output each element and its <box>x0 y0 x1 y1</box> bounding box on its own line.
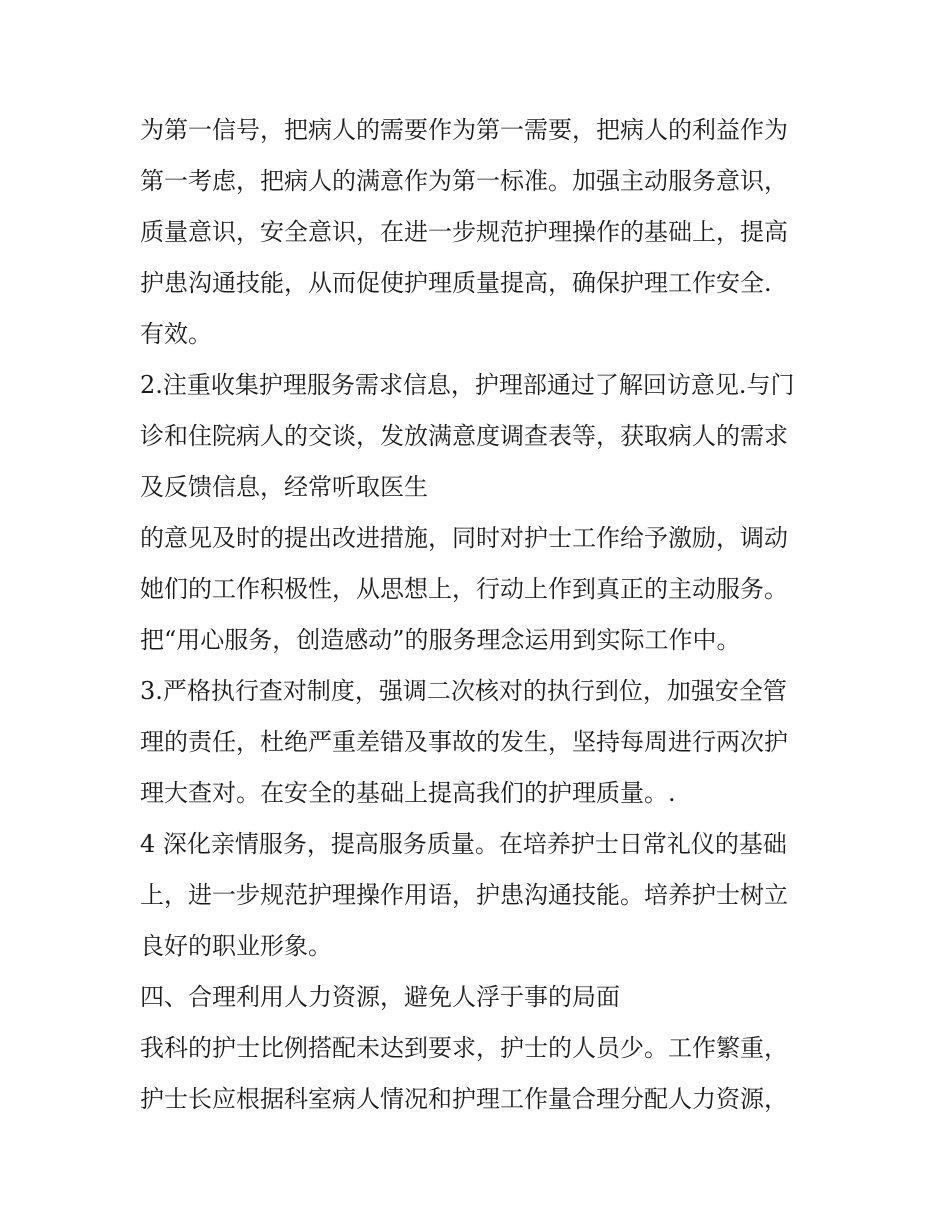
text-line: 有效。 <box>140 320 212 348</box>
text-line: 质量意识，安全意识，在进一步规范护理操作的基础上，提高 <box>140 218 788 246</box>
text-line: 良好的职业形象。 <box>140 932 332 960</box>
text-line: 3.严格执行查对制度，强调二次核对的执行到位，加强安全管 <box>140 677 787 705</box>
text-line: 我科的护士比例搭配未达到要求，护士的人员少。工作繁重， <box>140 1034 788 1062</box>
text-line: 为第一信号，把病人的需要作为第一需要，把病人的利益作为 <box>140 116 788 144</box>
text-line: 理大查对。在安全的基础上提高我们的护理质量。. <box>140 779 676 807</box>
text-line: 把“用心服务，创造感动”的服务理念运用到实际工作中。 <box>140 626 741 654</box>
text-line: 第一考虑，把病人的满意作为第一标准。加强主动服务意识， <box>140 167 788 195</box>
text-line: 诊和住院病人的交谈，发放满意度调查表等，获取病人的需求 <box>140 422 788 450</box>
text-line: 她们的工作积极性，从思想上，行动上作到真正的主动服务。 <box>140 575 788 603</box>
section-heading: 四、合理利用人力资源，避免人浮于事的局面 <box>140 983 620 1011</box>
text-line: 护患沟通技能，从而促使护理质量提高，确保护理工作安全. <box>140 269 772 297</box>
text-line: 上，进一步规范护理操作用语，护患沟通技能。培养护士树立 <box>140 881 788 909</box>
text-line: 的意见及时的提出改进措施，同时对护士工作给予激励，调动 <box>140 524 788 552</box>
text-line: 2.注重收集护理服务需求信息，护理部通过了解回访意见.与门 <box>140 371 795 399</box>
text-line: 护士长应根据科室病人情况和护理工作量合理分配人力资源， <box>140 1085 788 1113</box>
text-line: 及反馈信息，经常听取医生 <box>140 473 428 501</box>
text-line: 4 深化亲情服务，提高服务质量。在培养护士日常礼仪的基础 <box>140 830 787 858</box>
text-line: 理的责任，杜绝严重差错及事故的发生，坚持每周进行两次护 <box>140 728 788 756</box>
